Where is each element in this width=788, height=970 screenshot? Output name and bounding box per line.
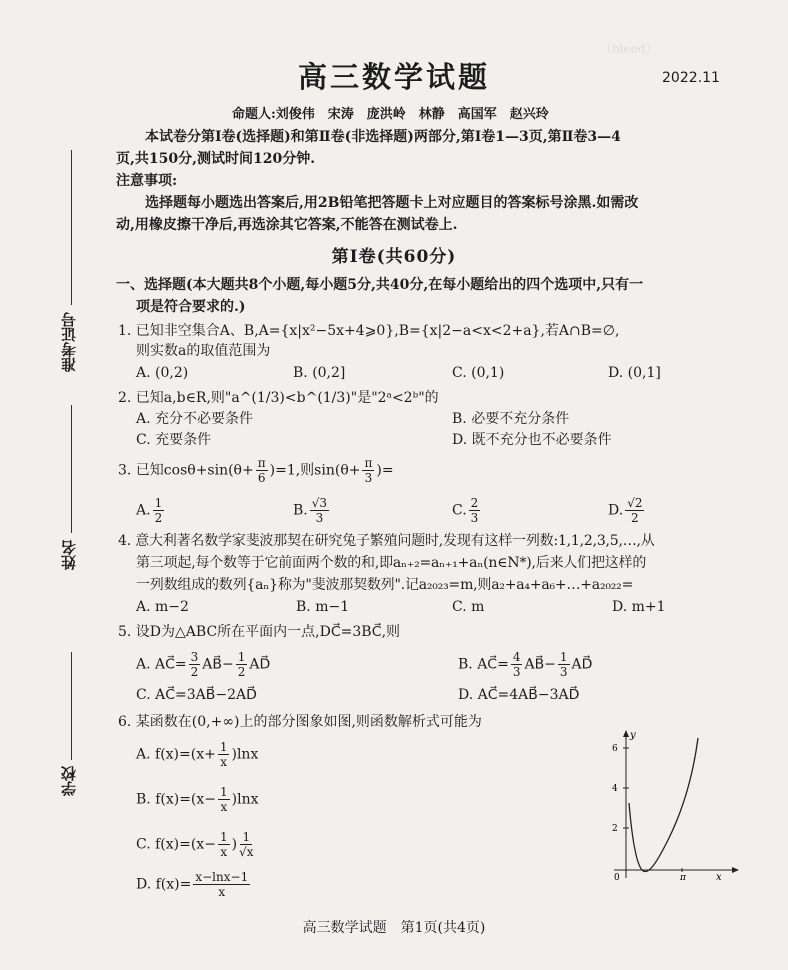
y-axis-label: y [630, 730, 636, 741]
q6-option-d: D. f(x)= $\frac{x-\ln x-1}{x}$ [136, 870, 249, 899]
q2-option-c: C. 充要条件 [136, 432, 212, 448]
origin-label: 0 [614, 873, 620, 883]
q3-stem [118, 456, 394, 485]
q2-option-a: A. 充分不必要条件 [136, 411, 254, 427]
q4-option-b: B. m−1 [296, 599, 350, 615]
page-footer: 高三数学试题 第1页(共4页) [302, 920, 486, 936]
q3-option-b: B. $\frac{√3}{3}$ [293, 496, 328, 525]
function-curve [629, 738, 698, 872]
q4-line-2: 第三项起,每个数等于它前面两个数的和,即aₙ₊₂=aₙ₊₁+aₙ(n∈N*),后来人们把这样的 [136, 555, 647, 571]
q1-stem: 1. 已知非空集合A、B,A={x|x²−5x+4⩾0},B={x|2−a<x<2+a},若A∩B=∅, [118, 323, 620, 339]
q3-option-d: D. $\frac{√2}{2}$ [608, 496, 643, 525]
exam-date: 2022.11 [662, 70, 720, 86]
q2-option-b: B. 必要不充分条件 [452, 411, 570, 427]
q3-frac-den-2: 3 [364, 471, 373, 485]
part1-line-1: 一、选择题(本大题共8个小题,每小题5分,共40分,在每小题给出的四个选项中,只有一 [116, 277, 644, 293]
school-line [71, 652, 72, 760]
q3-frac-num-2: π [364, 456, 373, 470]
q6-stem: 6. 某函数在(0,+∞)上的部分图象如图,则函数解析式可能为 [118, 714, 482, 730]
q4-line-1: 4. 意大利著名数学家斐波那契在研究兔子繁殖问题时,发现有这样一列数:1,1,2,3,5,…,从 [118, 533, 655, 549]
q5-option-b: B. AC⃗= $\frac{4}{3}$ AB⃗− $\frac{1}{3}$ AD⃗ [458, 650, 593, 679]
sidebar-school: 学校 [60, 766, 78, 796]
q3-stem-b: )=1,则sin(θ+ [269, 462, 361, 479]
q3-stem-a: 3. 已知cosθ+sin(θ+ [118, 462, 254, 479]
name-line [71, 405, 72, 533]
authors: 命题人:刘俊伟 宋涛 庞洪岭 林静 高国军 赵兴玲 [232, 107, 549, 122]
q1-option-d: D. (0,1] [608, 365, 661, 381]
page-title: 高三数学试题 [297, 60, 490, 94]
q4-option-c: C. m [452, 599, 485, 615]
sidebar-name: 姓名 [60, 540, 78, 570]
q1-stem-2: 则实数a的取值范围为 [136, 343, 271, 359]
y-tick-label-2: 2 [612, 824, 618, 834]
q1-option-b: B. (0,2] [293, 365, 346, 381]
y-tick-label-4: 4 [612, 784, 618, 794]
q1-option-c: C. (0,1) [452, 365, 505, 381]
q3-frac-pi6 [256, 456, 268, 485]
x-axis-label: x [716, 872, 722, 883]
q3-frac-pi3 [362, 456, 374, 485]
function-graph [590, 728, 740, 883]
exam-id-line [71, 150, 72, 305]
intro-line-1: 本试卷分第Ⅰ卷(选择题)和第Ⅱ卷(非选择题)两部分,第Ⅰ卷1—3页,第Ⅱ卷3—4 [145, 129, 621, 145]
q3-frac-den: 6 [257, 471, 266, 485]
q6-option-c: C. f(x)=(x− $\frac{1}{x}$ ) $\frac{1}{√x}$ [136, 830, 254, 859]
q6-option-b: B. f(x)=(x− $\frac{1}{x}$ )lnx [136, 785, 259, 814]
intro-line-2: 页,共150分,测试时间120分钟. [116, 151, 316, 167]
q4-option-a: A. m−2 [136, 599, 189, 615]
q4-line-3: 一列数组成的数列{aₙ}称为"斐波那契数列".记a₂₀₂₃=m,则a₂+a₄+a₆+…+a₂₀₂₂= [136, 577, 634, 593]
q4-option-d: D. m+1 [612, 599, 666, 615]
q5-option-d: D. AC⃗=4AB⃗−3AD⃗ [458, 687, 580, 703]
notice-line-2: 动,用橡皮擦干净后,再选涂其它答案,不能答在测试卷上. [116, 217, 458, 233]
pi-label: π [680, 873, 686, 883]
q3-frac-num: π [257, 456, 266, 470]
q3-option-c: C. $\frac{2}{3}$ [452, 496, 479, 525]
q3-option-a: A. $\frac{1}{2}$ [136, 496, 163, 525]
x-axis-arrow [732, 867, 739, 873]
sidebar-exam-id: 准考证号 [60, 312, 78, 372]
y-tick-label-6: 6 [612, 744, 618, 754]
part1-line-2: 项是符合要求的.) [136, 299, 246, 315]
q5-option-c: C. AC⃗=3AB⃗−2AD⃗ [136, 687, 257, 703]
q6-option-a: A. f(x)=(x+ $\frac{1}{x}$ )lnx [136, 740, 259, 769]
notice-line-1: 选择题每小题选出答案后,用2B铅笔把答题卡上对应题目的答案标号涂黑.如需改 [145, 195, 639, 211]
q3-stem-c: )= [376, 462, 394, 479]
y-axis-arrow [623, 730, 629, 737]
q5-stem: 5. 设D为△ABC所在平面内一点,DC⃗=3BC⃗,则 [118, 624, 401, 640]
notice-title: 注意事项: [116, 173, 178, 189]
q1-option-a: A. (0,2) [136, 365, 189, 381]
bleed-through: （bleed） [600, 42, 658, 56]
q2-option-d: D. 既不充分也不必要条件 [452, 432, 612, 448]
section-title: 第Ⅰ卷(共60分) [331, 247, 457, 267]
q5-option-a: A. AC⃗= $\frac{3}{2}$ AB⃗− $\frac{1}{2}$ AD⃗ [136, 650, 271, 679]
q2-stem: 2. 已知a,b∈R,则"a^(1/3)<b^(1/3)"是"2ᵃ<2ᵇ"的 [118, 390, 439, 406]
